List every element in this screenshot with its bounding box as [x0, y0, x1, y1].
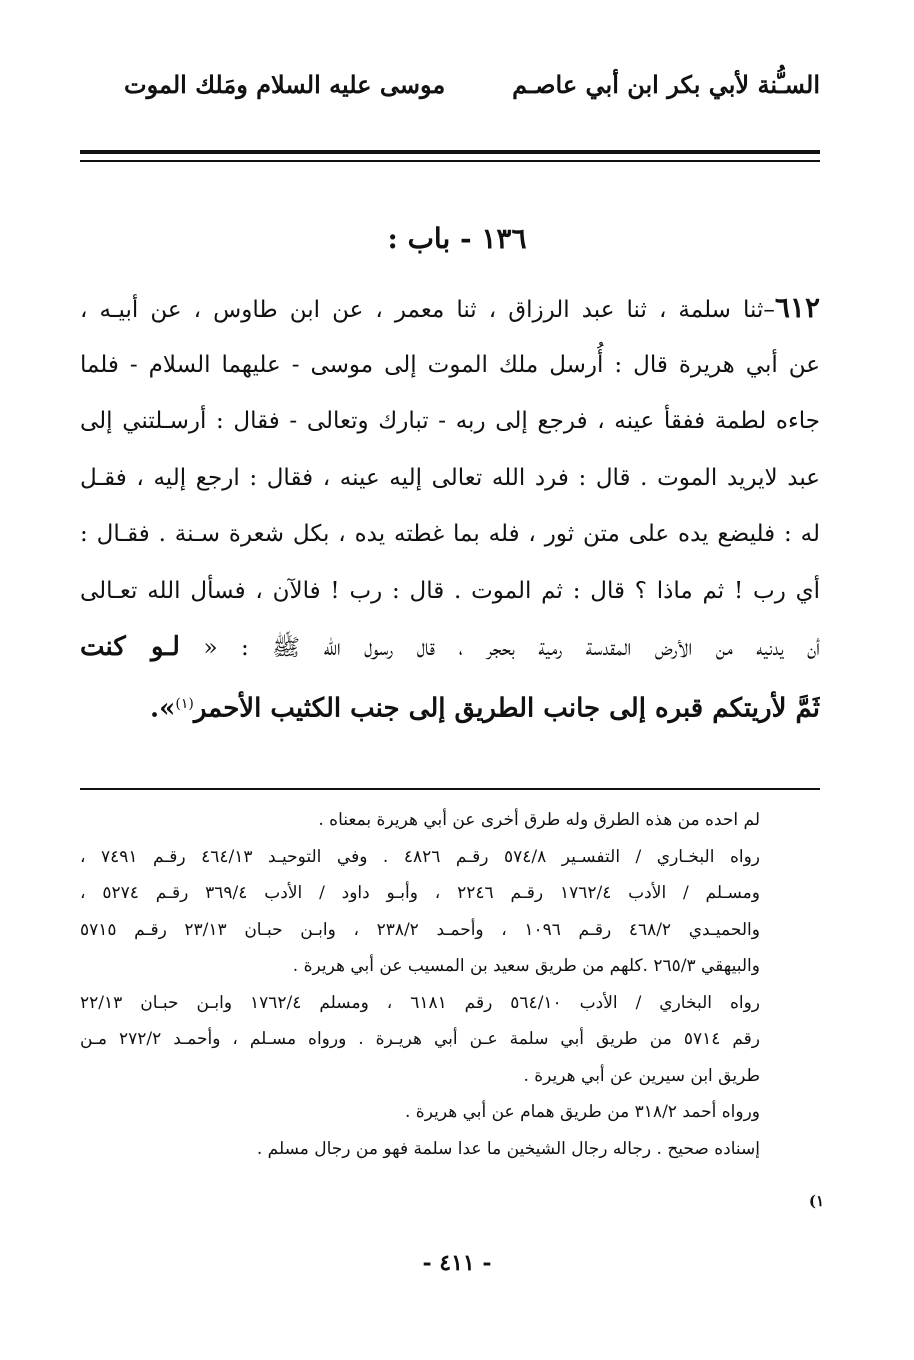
footnote-line: رقم ٥٧١٤ من طريق أبي سلمة عـن أبي هريـرة . ورواه مسـلم ، وأحمـد ٢٧٢/٢ مـن: [80, 1029, 760, 1049]
section-title: موسى عليه السلام ومَلك الموت: [124, 70, 446, 99]
book-title: السـُّنة لأبي بكر ابن أبي عاصـم: [512, 70, 820, 99]
hadith-number: ٦١٢: [774, 291, 820, 324]
footnote-line: إسناده صحيح . رجاله رجال الشيخين ما عدا سلمة فهو من رجال مسلم .: [256, 1138, 760, 1159]
hadith-line-4: عبد لايريد الموت . قال : فرد الله تعالى إليه عينه ، فقال : ارجع إليه ، فقـل: [80, 464, 820, 491]
footnote-line: لم احده من هذه الطرق وله طرق أخرى عن أبي هريرة بمعناه .: [318, 810, 760, 830]
hadith-line-1: ٦١٢–ثنا سلمة ، ثنا عبد الرزاق ، ثنا معمر ، عن ابن طاوس ، عن أبيـه ،: [80, 291, 820, 324]
hadith-line-8: ثَمَّ لأريتكم قبره إلى جانب الطريق إلى جنب الكثيب الأحمر$^{(١)}$».: [150, 693, 820, 724]
header-rule-thick: [80, 150, 820, 154]
hadith-text: [80, 280, 820, 732]
hadith-line-5: له : فليضع يده على متن ثور ، فله بما غطته يده ، بكل شعرة سـنة . فقـال :: [80, 521, 820, 547]
footnote-line: والبيهقي ٢٦٥/٣ .كلهم من طريق سعيد بن المسيب عن أبي هريرة .: [292, 956, 760, 976]
chapter-heading: ١٣٦ - باب :: [387, 222, 527, 255]
hadith-line-3: جاءه لطمة ففقأ عينه ، فرجع إلى ربه - تبارك وتعالى - فقال : أرسـلتني إلى: [80, 408, 820, 434]
header-rule-thin: [80, 160, 820, 162]
footnote-line: رواه البخاري / الأدب ٥٦٤/١٠ رقم ٦١٨١ ، ومسلم ١٧٦٢/٤ وابـن حبـان ٢٢/١٣: [80, 992, 760, 1013]
page-number: - ٤١١ -: [422, 1250, 492, 1276]
footnote-line: ومسـلم / الأدب ١٧٦٢/٤ رقـم ٢٢٤٦ ، وأبـو داود / الأدب ٣٦٩/٤ رقـم ٥٢٧٤ ،: [80, 883, 760, 903]
footnote-marker: (١: [808, 1192, 824, 1210]
footnote-line: رواه البخـاري / التفسـير ٥٧٤/٨ رقـم ٤٨٢٦ . وفي التوحيـد ٤٦٤/١٣ رقـم ٧٤٩١ ،: [80, 846, 760, 867]
footnote-separator: [80, 788, 820, 790]
prophetic-quote-end: ثَمَّ لأريتكم قبره إلى جانب الطريق إلى جنب الكثيب الأحمر: [193, 693, 820, 724]
hadith-line-6: أي رب ! ثم ماذا ؟ قال : ثم الموت . قال : رب ! فالآن ، فسأل الله تعـالى: [80, 577, 820, 604]
running-header: [80, 70, 820, 120]
hadith-line-7: أن يدنيه من الأرض المقدسة رمية بحجر ، قال رسول الله ﷺ : « لـو كنت: [80, 632, 820, 662]
footnote-line: ورواه أحمد ٣١٨/٢ من طريق همام عن أبي هريرة .: [405, 1102, 760, 1122]
prophetic-quote-start: لـو كنت: [80, 632, 180, 662]
footnote-reference[interactable]: (١): [175, 695, 194, 712]
footnote-line: والحميـدي ٤٦٨/٢ رقـم ١٠٩٦ ، وأحمـد ٢٣٨/٢ ، وابـن حبـان ٢٣/١٣ رقـم ٥٧١٥: [80, 919, 760, 940]
footnotes: [80, 802, 760, 1167]
hadith-line-2: عن أبي هريرة قال : أُرسل ملك الموت إلى موسى - عليهما السلام - فلما: [80, 351, 820, 378]
footnote-line: طريق ابن سيرين عن أبي هريرة .: [523, 1065, 760, 1086]
